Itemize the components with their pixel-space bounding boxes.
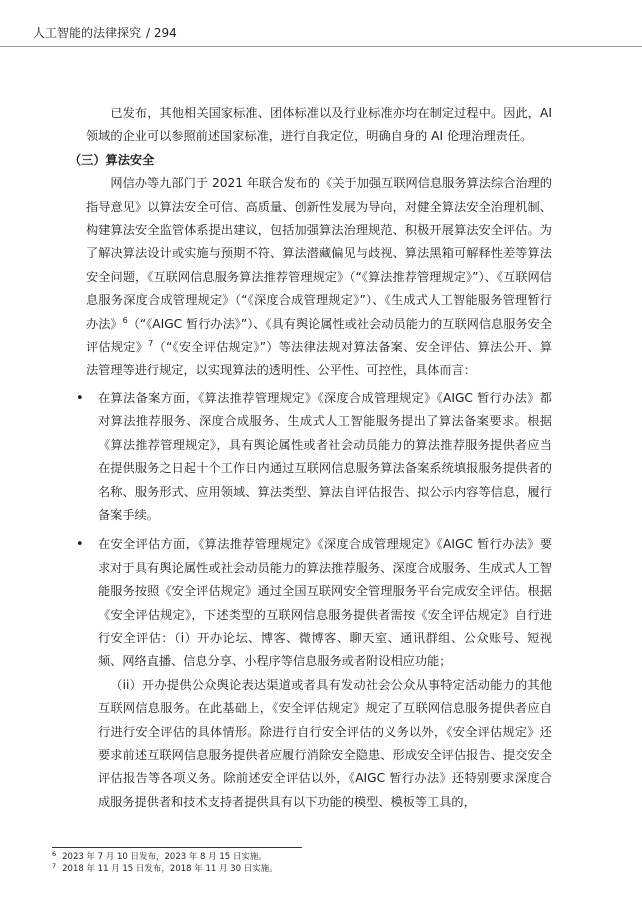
page-number: / 294	[146, 26, 177, 40]
bullet-continuation: （ii）开办提供公众舆论表达渠道或者具有发动社会公众从事特定活动能力的其他互联网信息服务。在此基础上，《安全评估规定》规定了互联网信息服务提供者应自行进行安全评估的具体情形。除进行自行安全评估的义务以外，《安全评估规定》还要求前述互联网信息服务提供者应履行消除安全隐患、形成安全评估报告、提交安全评估报告等各项义务。除前述安全评估以外，《AIGC 暂行办法》还特别要求深度合成服务提供者和技术支持者提供具有以下功能的模型、模板等工具的，	[98, 677, 552, 809]
list-item	[76, 533, 552, 814]
bullet-text: 在算法备案方面，《算法推荐管理规定》《深度合成管理规定》《AIGC 暂行办法》都对算法推荐服务、深度合成服务、生成式人工智能服务提出了算法备案要求。根据《算法推荐管理规定》，具有舆论属性或者社会动员能力的算法推荐服务提供者应当在提供服务之日起十个工作日内通过互联网信息服务算法备案系统填报服务提供者的名称、服务形式、应用领域、算法类型、算法自评估报告、拟公示内容等信息，履行备案手续。	[98, 390, 552, 522]
footnote-text: 2018 年 11 月 15 日发布，2018 年 11 月 30 日实施。	[62, 864, 278, 874]
book-title: 人工智能的法律探究	[33, 26, 142, 40]
section-heading: （三）算法安全	[69, 152, 155, 167]
footnote-ref-7[interactable]: 7	[148, 339, 154, 349]
footnote-mark: 7	[52, 862, 57, 870]
paragraph-algorithm-security	[86, 172, 552, 383]
paragraph-intro: 已发布，其他相关国家标准、团体标准以及行业标准亦均在制定过程中。因此，AI领域的企业可以参照前述国家标准，进行自我定位，明确自身的 AI 伦理治理责任。	[86, 106, 552, 144]
footnote-text: 2023 年 7 月 10 日发布，2023 年 8 月 15 日实施。	[62, 852, 267, 862]
bullet-icon: •	[76, 390, 84, 406]
bullet-icon: •	[76, 537, 84, 553]
header-divider	[0, 46, 642, 47]
running-header	[33, 24, 177, 41]
footnote-6	[52, 851, 278, 863]
paragraph-text-c: （“《安全评估规定》”）等法律法规对算法备案、安全评估、算法公开、算法管理等进行规定，以实现算法的透明性、公平性、可控性，具体而言：	[86, 340, 553, 378]
footnote-7	[52, 863, 278, 875]
bullet-text: 在安全评估方面，《算法推荐管理规定》《深度合成管理规定》《AIGC 暂行办法》要求对于具有舆论属性或社会动员能力的算法推荐服务、深度合成服务、生成式人工智能服务按照《安全评估规定》通过全国互联网安全管理服务平台完成安全评估。根据《安全评估规定》，下述类型的互联网信息服务提供者需按《安全评估规定》自行进行安全评估：（i）开办论坛、博客、微博客、聊天室、通讯群组、公众账号、短视频、网络直播、信息分享、小程序等信息服务或者附设相应功能；	[98, 537, 552, 669]
list-item	[76, 387, 552, 527]
footnote-mark: 6	[52, 850, 57, 858]
main-text	[69, 102, 553, 820]
footnote-divider	[52, 847, 302, 848]
bullet-list	[76, 387, 552, 814]
footnote-ref-6[interactable]: 6	[122, 315, 128, 325]
paragraph-text-b: （“《AIGC 暂行办法》”）、《具有舆论属性或社会动员能力的互联网信息服务安全评估规定》	[86, 316, 552, 355]
paragraph-text-a: 网信办等九部门于 2021 年联合发布的《关于加强互联网信息服务算法综合治理的指导意见》以算法安全可信、高质量、创新性发展为导向，对健全算法安全治理机制、构建算法安全监管体系提出建议，包括加强算法治理规范、积极开展算法安全评估。为了解决算法设计或实施与预期不符、算法潜藏偏见与歧视、算法黑箱可解释性差等算法安全问题，《互联网信息服务算法推荐管理规定》（“《算法推荐管理规定》”）、《互联网信息服务深度合成管理规定》（“《深度合成管理规定》”）、《生成式人工智能服务管理暂行办法》	[86, 176, 552, 331]
footnotes	[52, 851, 278, 875]
